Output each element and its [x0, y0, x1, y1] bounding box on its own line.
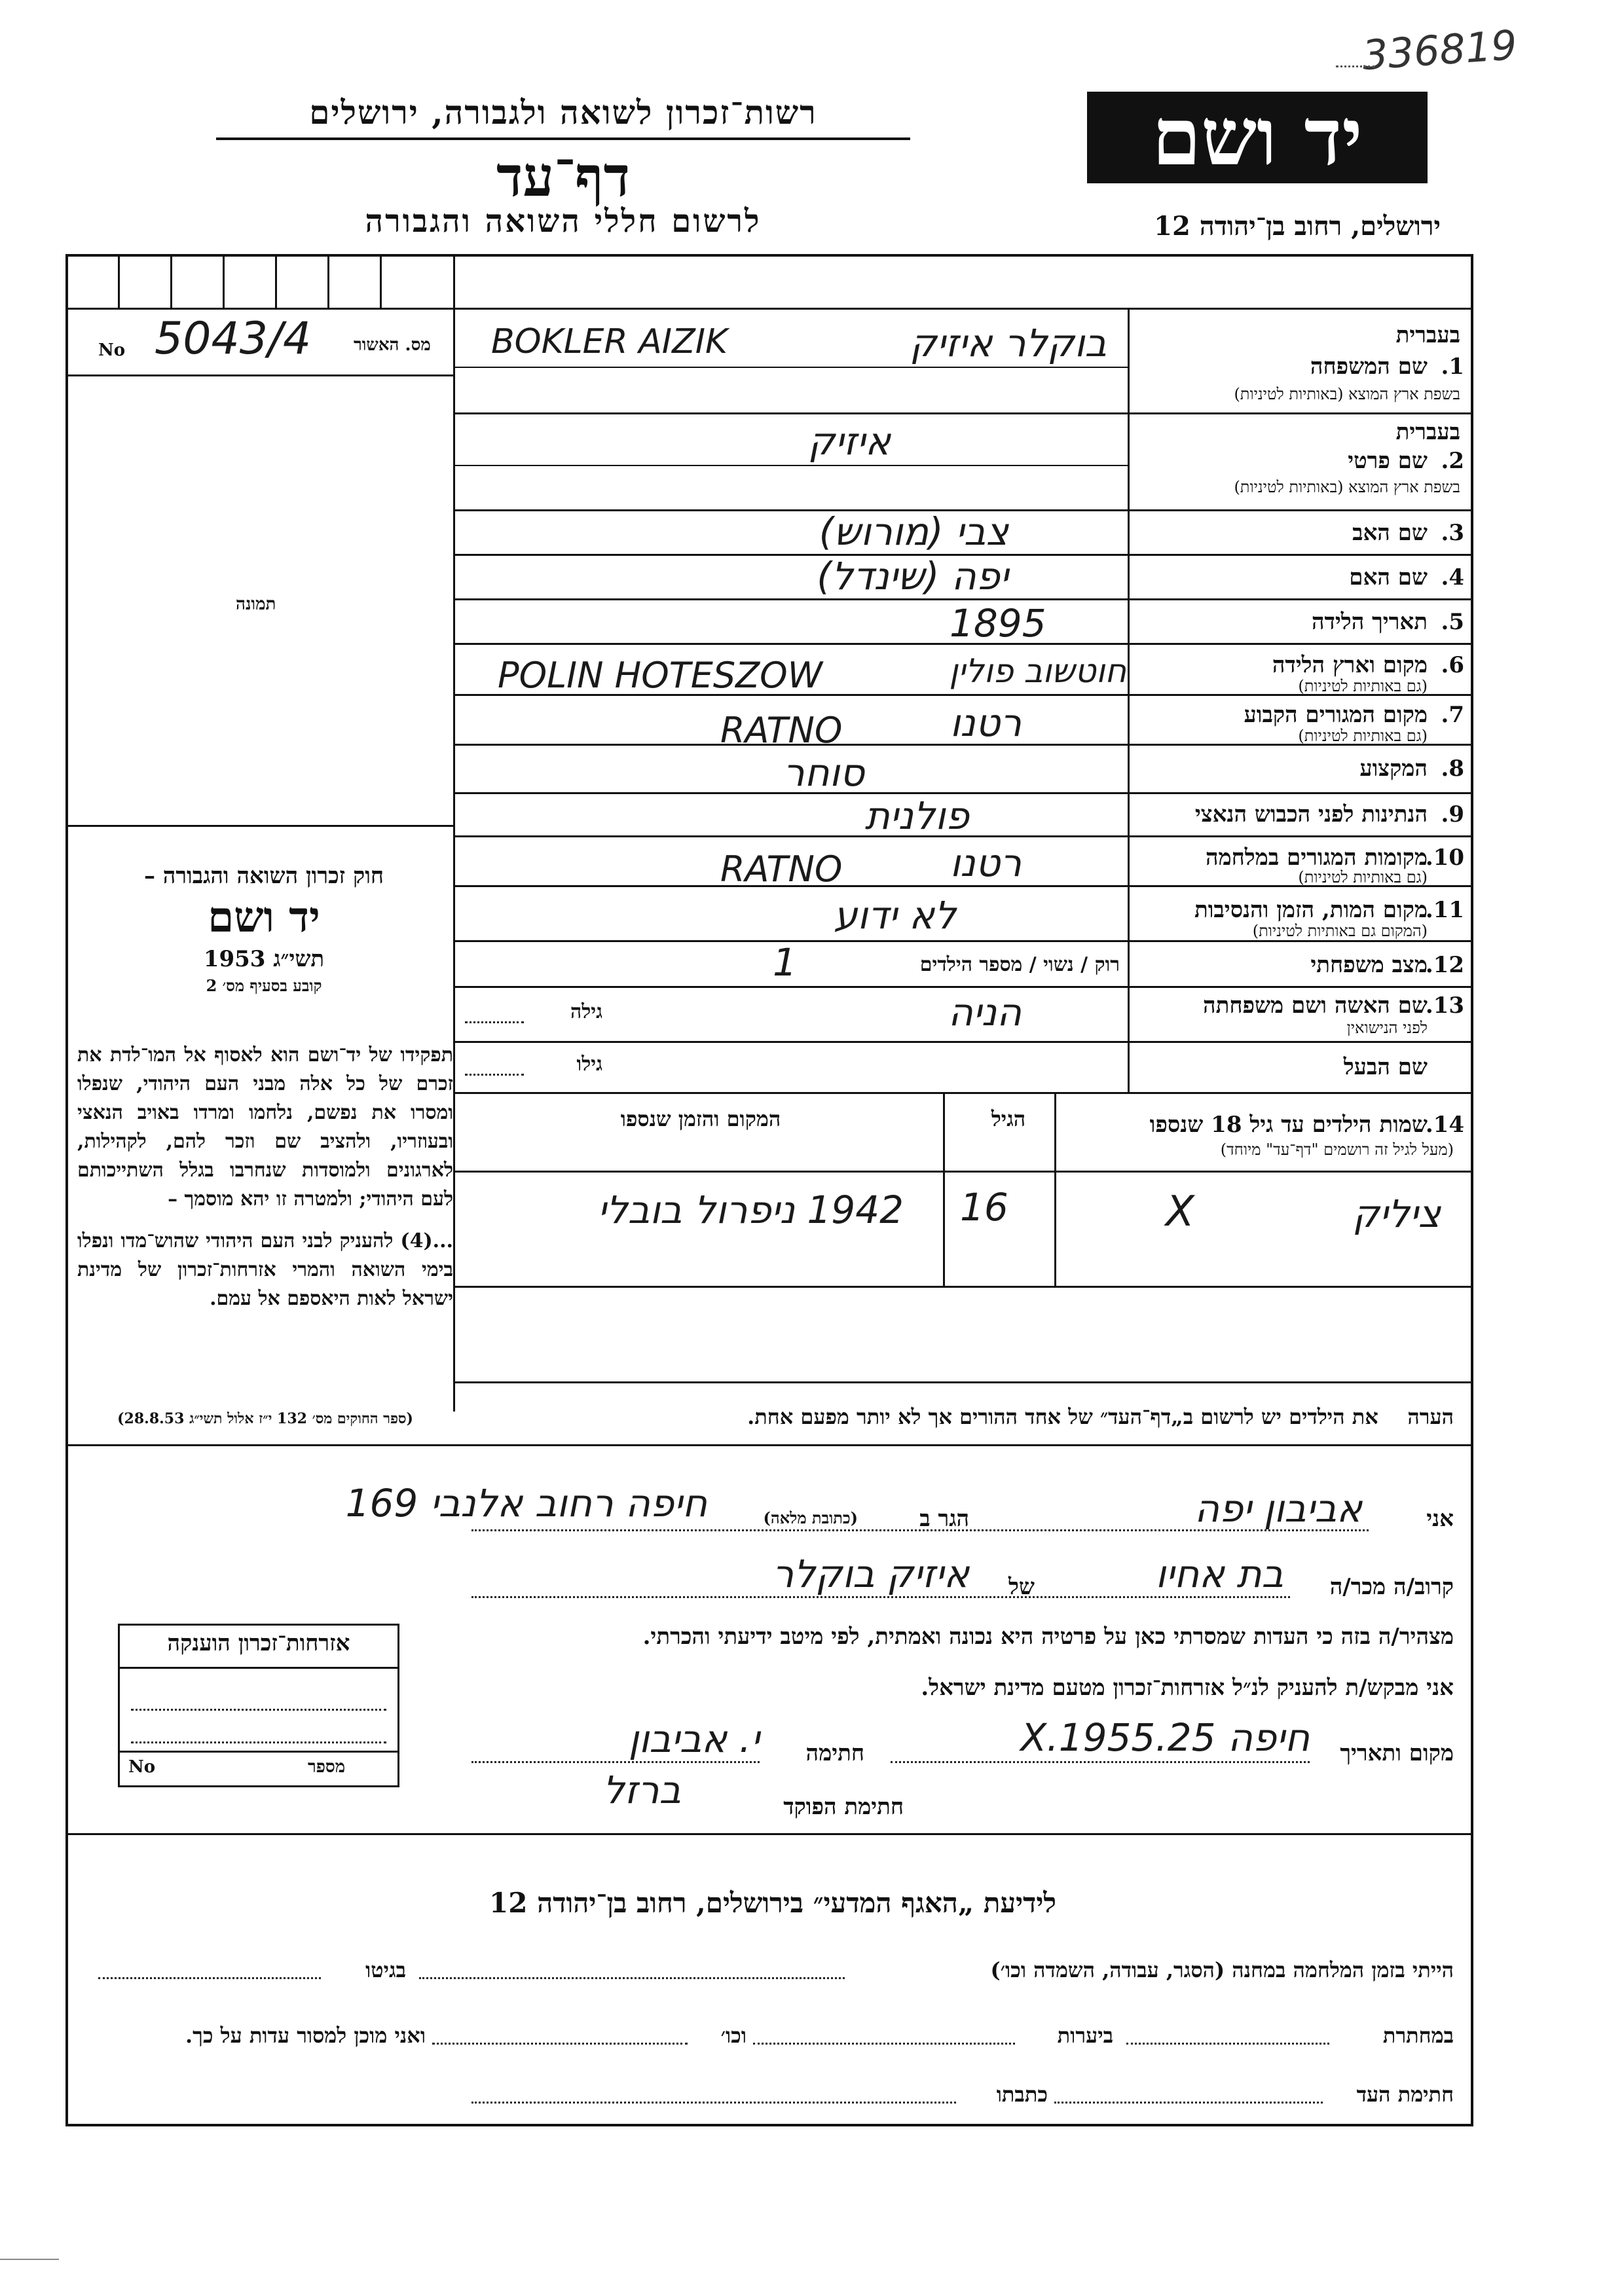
top-cell-divider-5 — [327, 254, 329, 308]
f3-number: 3. — [1441, 520, 1464, 546]
forests-dots — [753, 2043, 1015, 2045]
yad-vashem-logo: יד ושם — [1087, 92, 1428, 183]
note-text: את הילדים יש לרשום ב„דף־העד״ של אחד ההורים אך לא יותר מפעם אחת. — [747, 1404, 1378, 1429]
law-title: חוק זכרון השואה והגבורה – — [143, 863, 384, 889]
citizenship-dots-1 — [131, 1709, 386, 1711]
decl-i-label: אני — [1426, 1506, 1454, 1532]
f12-options: רוק / נשוי / מספר הילדים — [919, 953, 1120, 976]
signature-label: חתימה — [805, 1740, 864, 1766]
note-label: הערה — [1407, 1404, 1454, 1429]
top-cell-divider-1 — [118, 254, 120, 308]
child-place-time: 1942 ניפרול בובלי — [597, 1188, 904, 1232]
archive-number-underline — [1336, 65, 1375, 67]
f5-number: 5. — [1441, 609, 1464, 635]
f1-value-latin: BOKLER AIZIK — [491, 322, 728, 361]
f1-mid-line — [453, 367, 1128, 368]
husband-bottom-line — [453, 1092, 1473, 1094]
f4-value: יפה (שינדל) — [817, 554, 1008, 598]
f12-bottom-line — [453, 986, 1473, 988]
bottom-section-line — [65, 1833, 1473, 1835]
top-cell-divider-3 — [223, 254, 225, 308]
decl-name-value: אביבון יפה — [1194, 1486, 1362, 1531]
f13-age-label: גילה — [570, 1000, 602, 1023]
decl-resides-label: הגר ב — [919, 1506, 969, 1532]
top-cell-divider-2 — [170, 254, 172, 308]
place-date-dots — [891, 1761, 1310, 1763]
f2-sublabel: בשפת ארץ המוצא (באותיות לטיניות) — [1234, 478, 1460, 496]
f14-label: שמות הילדים עד גיל 18 שנספו — [1149, 1112, 1428, 1138]
officer-signature-value: ברזל — [602, 1768, 681, 1812]
ghetto-label: בגיטו — [365, 1958, 406, 1982]
husband-label: שם הבעל — [1343, 1054, 1428, 1080]
signature-value: י. אביבון — [628, 1717, 760, 1761]
decl-statement: מצהיר/ה בזה כי העדות שמסרתי כאן על פרטיה היא נכונה ואמתית, לפי מיטב ידיעתי והכרתי. — [642, 1624, 1454, 1650]
place-date-value: חיפה 25.X.1955 — [1020, 1715, 1310, 1760]
f11-number: 11. — [1425, 897, 1464, 923]
f4-number: 4. — [1441, 564, 1464, 591]
citizenship-number-line — [118, 1751, 399, 1753]
f7-value-latin: RATNO — [720, 710, 843, 751]
f9-label: הנתינות לפני הכבוש הנאצי — [1194, 801, 1428, 828]
form-title: דף־עד — [496, 144, 630, 209]
f13-number: 13. — [1425, 993, 1464, 1019]
f11-value: לא ידוע — [834, 893, 956, 938]
f12-value: 1 — [773, 940, 797, 985]
f13-label: שם האשה ושם משפחתה — [1203, 993, 1428, 1019]
header-address: ירושלים, רחוב בן־יהודה 12 — [1154, 211, 1441, 242]
label-column-divider — [1128, 308, 1130, 1092]
f1-hebrew-tag: בעברית — [1395, 322, 1460, 348]
f1-number: 1. — [1441, 354, 1464, 380]
decl-line1-dots — [471, 1529, 1369, 1531]
f11-label: מקום המות, הזמן והנסיבות — [1194, 897, 1428, 923]
note-bottom-line — [65, 1444, 1473, 1446]
underground-label: במחתרת — [1382, 2023, 1454, 2048]
f10-sublabel: (גם באותיות לטיניות) — [1298, 868, 1428, 886]
f10-value-hebrew: רטנו — [950, 841, 1022, 885]
f13-bottom-line — [453, 1041, 1473, 1043]
place-date-label: מקום ותאריך — [1340, 1740, 1454, 1766]
f10-value-latin: RATNO — [720, 848, 843, 890]
f2-value-hebrew: איזיק — [808, 419, 891, 464]
signature-dots — [471, 1761, 760, 1763]
law-text — [77, 1041, 453, 1313]
f1-sublabel: בשפת ארץ המוצא (באותיות לטיניות) — [1234, 385, 1460, 403]
f2-label: שם פרטי — [1348, 448, 1428, 474]
note-top-line — [453, 1381, 1473, 1383]
officer-signature-label: חתימת הפוקד — [783, 1794, 904, 1820]
f6-label: מקום וארץ הלידה — [1272, 652, 1428, 678]
camp-dots — [419, 1977, 845, 1979]
law-name: יד ושם — [208, 893, 320, 942]
f2-mid-line — [453, 465, 1128, 466]
f5-label: תאריך הלידה — [1311, 609, 1428, 635]
authority-title: רשות־זכרון לשואה ולגבורה, ירושלים — [309, 93, 817, 132]
testify-statement: ואני מוכן למסור עדות על כך. — [185, 2023, 426, 2048]
approval-number-value: 5043/4 — [155, 313, 312, 365]
f7-value-hebrew: רטנו — [950, 701, 1022, 745]
child-age: 16 — [960, 1185, 1008, 1230]
photo-label: תמונה — [236, 594, 276, 614]
f12-number: 12. — [1425, 952, 1464, 978]
husband-age-dots — [465, 1074, 524, 1076]
note-row — [471, 1404, 1454, 1429]
f7-number: 7. — [1441, 702, 1464, 728]
f10-label: מקומות המגורים במלחמה — [1205, 845, 1428, 871]
scientific-dept-title: לידיעת „האגף המדעי״ בירושלים, רחוב בן־יהודה 12 — [489, 1887, 1056, 1919]
f4-bottom-line — [453, 598, 1473, 600]
citizenship-title-line — [118, 1667, 399, 1669]
forests-label: ביערות — [1057, 2023, 1113, 2048]
decl-relation-label: קרוב/ה מכר/ה — [1329, 1574, 1454, 1600]
citizenship-box-title: אזרחות־זכרון הוענקה — [167, 1630, 350, 1656]
citizenship-no-sign: No — [128, 1757, 156, 1777]
decl-subject-value: איזיק בוקלר — [772, 1552, 969, 1596]
citizenship-dots-2 — [131, 1741, 386, 1743]
archive-number-handwritten: 336819 — [1360, 20, 1519, 80]
approval-row-line — [65, 374, 453, 376]
children-place-header: המקום והזמן שנספו — [620, 1106, 781, 1131]
f12-label: מצב משפחתי — [1310, 952, 1428, 978]
f8-value: סוחר — [783, 750, 864, 795]
f11-sublabel: (המקום גם באותיות לטיניות) — [1252, 922, 1428, 940]
etc-dots — [432, 2043, 688, 2045]
witness-address-dots — [471, 2102, 956, 2104]
child-name: ציליק — [1352, 1192, 1441, 1236]
witness-signature-label: חתימת העד — [1356, 2082, 1454, 2107]
children-header-line — [453, 1171, 1473, 1173]
children-age-header: הגיל — [991, 1106, 1026, 1131]
f10-number: 10. — [1425, 845, 1464, 871]
camp-question: הייתי בזמן המלחמה במחנה (הסגר, עבודה, השמדה וכו׳) — [990, 1958, 1454, 1982]
law-text-para-2: ...(4) להעניק לבני העם היהודי שהוש־מדו ונפלו בימי השואה והמרי אזרחות־זכרון של מדינת ישראל לאות היאספם אל עמם. — [77, 1230, 453, 1310]
decl-line2-dots — [471, 1596, 1290, 1598]
f2-hebrew-tag: בעברית — [1395, 419, 1460, 445]
decl-request: אני מבקש/ת להעניק לנ״ל אזרחות־זכרון מטעם מדינת ישראל. — [921, 1675, 1454, 1701]
law-clause: קובע בסעיף מס׳ 2 — [206, 976, 322, 995]
f13-age-dots — [465, 1021, 524, 1023]
f4-label: שם האם — [1349, 564, 1428, 591]
law-text-para-1: תפקידו של יד־ושם הוא לאסוף אל המו־לדת את זכרם של כל אלה מבני העם היהודי, שנפלו ומסרו את נפשם, נלחמו ומרדו באויב הנאצי ובעוזריו, ולהציב שם וזכר להם, לקהילות, לארגונים ולמוסדות שנחרבו בגלל השתייכותם לעם היהודי; ולמטרה זו יהא מוסמך – — [77, 1044, 453, 1211]
f6-value-latin: POLIN HOTESZOW — [498, 655, 823, 696]
law-source: (ספר החוקים מס׳ 132 י״ז אלול תשי״ג 28.8.53) — [117, 1410, 413, 1427]
decl-address-value: חיפה רחוב אלנבי 169 — [345, 1481, 707, 1525]
decl-relation-value: בת אחיו — [1155, 1552, 1283, 1596]
f7-sublabel: (גם באותיות לטיניות) — [1298, 727, 1428, 745]
f9-number: 9. — [1441, 801, 1464, 828]
f13-value: הניה — [948, 990, 1022, 1034]
f14-sublabel: (מעל לגיל זה רושמים "דף־עד" מיוחד) — [1220, 1140, 1454, 1159]
f6-sublabel: (גם באותיות לטיניות) — [1298, 677, 1428, 695]
children-name-divider — [1054, 1092, 1056, 1286]
approval-no-sign: No — [98, 340, 126, 360]
f9-value: פולנית — [864, 793, 969, 838]
f7-label: מקום המגורים הקבוע — [1244, 702, 1428, 728]
law-block — [77, 863, 451, 996]
underground-dots — [1126, 2043, 1329, 2045]
f8-label: המקצוע — [1359, 756, 1428, 782]
child-deceased-mark: X — [1166, 1188, 1194, 1236]
f3-value: צבי (מורוש) — [819, 509, 1008, 554]
ghetto-dots — [98, 1977, 321, 1979]
f8-number: 8. — [1441, 756, 1464, 782]
f6-number: 6. — [1441, 652, 1464, 678]
left-column-divider — [453, 254, 455, 1412]
witness-address-label: כתבתו — [996, 2082, 1048, 2107]
approval-number-label: מס. האשור — [354, 335, 431, 355]
husband-age-label: גילו — [576, 1053, 602, 1076]
top-cell-divider-6 — [380, 254, 382, 308]
citizenship-number-label: מספר — [308, 1757, 346, 1777]
decl-full-address-label: (כתובת מלאה) — [763, 1508, 858, 1527]
f1-value-hebrew: בוקלר איזיק — [910, 321, 1107, 365]
f2-number: 2. — [1441, 448, 1464, 474]
children-age-divider-right — [943, 1092, 945, 1286]
f6-value-hebrew: חוטשוב פולין — [949, 652, 1126, 690]
authority-underline — [216, 137, 910, 140]
form-subtitle: לרשום חללי השואה והגבורה — [365, 203, 762, 240]
law-year: תשי״ג 1953 — [203, 946, 325, 972]
f13-sublabel: לפני הנישואין — [1346, 1019, 1428, 1037]
f1-label: שם המשפחה — [1310, 354, 1428, 380]
decl-of-label: של — [1008, 1574, 1035, 1600]
children-bottom-line — [453, 1286, 1473, 1288]
f5-value: 1895 — [950, 601, 1046, 646]
etc-label: וכו׳ — [720, 2023, 747, 2048]
photo-bottom-line — [65, 825, 453, 827]
top-cell-divider-4 — [275, 254, 277, 308]
f3-label: שם האב — [1352, 520, 1428, 546]
f14-number: 14. — [1425, 1112, 1464, 1138]
top-row-line — [65, 308, 1473, 310]
scan-edge-mark — [0, 2259, 59, 2260]
f1-bottom-line — [453, 412, 1473, 414]
witness-signature-dots — [1054, 2102, 1323, 2104]
